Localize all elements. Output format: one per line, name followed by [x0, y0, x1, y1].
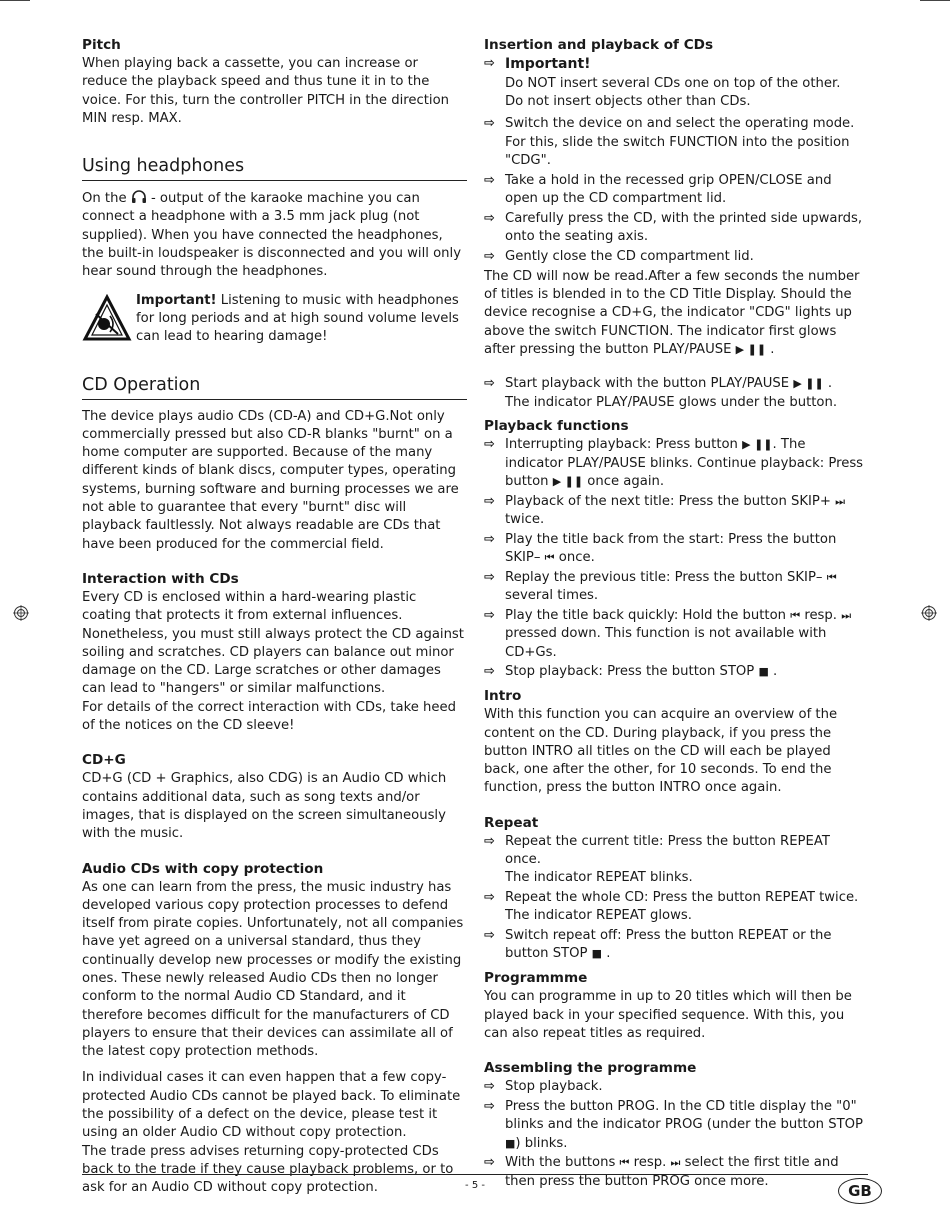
headphones-heading: Using headphones [82, 154, 467, 181]
stop-playback-a: Stop playback: Press the button STOP [505, 664, 755, 680]
list-item [484, 569, 864, 606]
interaction-text-2: For details of the correct interaction with CDs, take heed of the notices on the CD sleeve! [82, 699, 457, 734]
headphone-icon [131, 189, 147, 204]
repeat-current-a: Repeat the current title: Press the button REPEAT once. [505, 833, 830, 867]
repeat-current-text [505, 833, 864, 888]
start-playback-text: Start playback with the button PLAY/PAUSE ▶ ❚❚ . The indicator PLAY/PAUSE glows under the button. [505, 376, 838, 410]
playback-functions-heading: Playback functions [484, 418, 629, 435]
cd-operation-heading: CD Operation [82, 373, 467, 400]
arrow-icon: ⇨ [484, 569, 495, 585]
country-badge: GB [838, 1178, 882, 1204]
list-item [484, 889, 864, 926]
play-pause-icon: ▶ ❚❚ [742, 438, 773, 452]
arrow-icon: ⇨ [484, 1155, 495, 1171]
arrow-icon: ⇨ [484, 833, 495, 849]
repeat-heading: Repeat [484, 814, 539, 831]
arrow-icon: ⇨ [484, 56, 495, 71]
next-title-b: twice. [505, 512, 545, 528]
arrow-icon: ⇨ [484, 172, 495, 188]
start-playback-b: The indicator PLAY/PAUSE glows under the button. [505, 394, 838, 410]
stop-icon: ■ [505, 1136, 516, 1150]
step-text: Gently close the CD compartment lid. [505, 248, 754, 264]
skip-next-icon: ⏭ [841, 609, 852, 623]
assemble-step-3 [505, 1154, 864, 1191]
interrupt-c: once again. [587, 473, 665, 489]
quick-play-text [505, 607, 864, 662]
assemble-step-2b: ) blinks. [515, 1135, 568, 1151]
headphones-text-a: On the [82, 191, 127, 207]
arrow-icon: ⇨ [484, 1079, 495, 1095]
stop-icon: ■ [591, 947, 603, 961]
cdg-text: CD+G (CD + Graphics, also CDG) is an Audio CD which contains additional data, such as song texts and/or images, that is displayed on the screen simultaneously with the music. [82, 771, 447, 842]
from-start-text [505, 531, 864, 568]
repeat-off-a: Switch repeat off: Press the button REPEAT or the button STOP [505, 928, 832, 962]
arrow-icon: ⇨ [484, 116, 495, 132]
play-pause-icon: ▶ ❚❚ [735, 342, 767, 356]
arrow-icon: ⇨ [484, 608, 495, 624]
registration-mark-right-icon [921, 605, 937, 621]
step-text: Carefully press the CD, with the printed side upwards, onto the seating axis. [505, 210, 863, 245]
list-item [484, 172, 864, 209]
previous-title-b: several times. [505, 588, 599, 604]
list-item [484, 663, 864, 681]
interaction-text: Every CD is enclosed within a hard-wearing plastic coating that protects it from external influences. Nonetheless, you must still always protect the CD against soiling and scratches. CD players can balance out minor damage on the CD. Large scratches or other damages can lead to "hangers" or similar malfunctions. [82, 589, 464, 697]
cd-read-text: The CD will now be read.After a few seconds the number of titles is blended in to the CD Title Display. Should the device recognise a CD+G, the indicator "CDG" lights up above the switch FUNCTION. The indicator first glows after pressing the button PLAY/PAUSE ▶ ❚❚ . [484, 268, 860, 357]
skip-prev-icon: ⏮ [544, 551, 555, 565]
pitch-heading: Pitch [82, 37, 121, 53]
intro-heading: Intro [484, 688, 522, 705]
play-pause-icon: ▶ ❚❚ [552, 474, 584, 488]
left-column [82, 36, 467, 1198]
repeat-current-b: The indicator REPEAT blinks. [505, 870, 693, 886]
repeat-whole-b: The indicator REPEAT glows. [505, 908, 692, 924]
list-item [484, 115, 864, 170]
repeat-whole-a: Repeat the whole CD: Press the button REPEAT twice. [505, 890, 859, 906]
from-start-b: once. [558, 550, 595, 566]
play-pause-icon: ▶ ❚❚ [793, 377, 824, 391]
arrow-icon: ⇨ [484, 531, 495, 547]
start-playback-a: Start playback with the button PLAY/PAUSE [505, 376, 790, 392]
right-column [484, 36, 864, 1192]
stop-icon: ■ [758, 665, 769, 679]
next-title-text [505, 493, 864, 530]
arrow-icon: ⇨ [484, 1098, 495, 1114]
registration-mark-left-icon [13, 605, 29, 621]
list-item [484, 210, 864, 247]
arrow-icon: ⇨ [484, 376, 495, 392]
list-item [484, 436, 864, 491]
intro-text: With this function you can acquire an overview of the content on the CD. During playback, if you press the button INTRO all titles on the CD will each be played back, one after the other, for 10 seconds. To end the function, press the button INTRO once again. [484, 707, 838, 796]
quick-play-c: pressed down. This function is not available with CD+Gs. [505, 626, 827, 660]
important-label-right: Important! [505, 56, 591, 72]
skip-prev-icon: ⏮ [826, 570, 837, 584]
list-item [484, 375, 864, 412]
arrow-icon: ⇨ [484, 928, 495, 944]
important-label-left: Important! [136, 292, 217, 308]
skip-prev-icon: ⏮ [619, 1156, 630, 1170]
important-item [484, 55, 864, 73]
headphones-text [82, 189, 467, 281]
interrupt-text [505, 436, 864, 491]
important-line-1: Do NOT insert several CDs one on top of the other. [505, 75, 841, 91]
repeat-off-text: Switch repeat off: Press the button REPEAT or the button STOP ■ . [505, 928, 832, 962]
important-text-left: Listening to music with headphones for long periods and at high sound volume levels can lead to hearing damage! [136, 292, 459, 345]
list-item [484, 833, 864, 888]
arrow-icon: ⇨ [484, 248, 495, 264]
copy-protection-text-3: The trade press advises returning copy-protected CDs back to the trade if they cause playback problems, or to ask for an Audio CD without copy protection. [82, 1143, 454, 1196]
assemble-step-3c: select the first title and then press the button PROG once more. [505, 1155, 839, 1189]
programme-heading: Programmme [484, 970, 588, 987]
pitch-text: When playing back a cassette, you can increase or reduce the playback speed and thus tune it in to the voice. For this, turn the controller PITCH in the direction MIN resp. MAX. [82, 56, 450, 126]
list-item [484, 493, 864, 530]
assembling-heading: Assembling the programme [484, 1060, 697, 1077]
hearing-warning [82, 292, 467, 347]
copy-protection-text-2: In individual cases it can even happen that a few copy-protected Audio CDs cannot be played back. To eliminate the possibility of a defect on the device, please test it using an older Audio CD without copy protection. [82, 1070, 461, 1141]
crop-mark-left [0, 0, 30, 1]
assemble-step-3b: resp. [633, 1155, 667, 1171]
quick-play-b: resp. [804, 608, 837, 624]
copy-protection-text: As one can learn from the press, the music industry has developed various copy protection processes to defend itself from pirate copies. Unfortunately, not all companies have yet agreed on a universal standard, thus they continually develop new processes or modify the existing ones. These newly released Audio CDs then no longer conform to the normal Audio CD Standard, and it therefore becomes difficult for the manufacturers of CD players to ensure that their devices can assimilate all of the latest copy protection methods. [82, 879, 464, 1060]
hearing-warning-text [136, 292, 467, 347]
list-item [484, 531, 864, 568]
previous-title-text [505, 569, 864, 606]
list-item [484, 1154, 864, 1191]
arrow-icon: ⇨ [484, 437, 495, 453]
assemble-step-1: Stop playback. [505, 1079, 603, 1095]
programme-text: You can programme in up to 20 titles which will then be played back in your specified sequence. With this, you can also repeat titles as required. [484, 989, 852, 1041]
cd-read-text-body: The CD will now be read.After a few seconds the number of titles is blended in to the CD Title Display. Should the device recognise a CD+G, the indicator "CDG" lights up above the switch FUNCTION. The indicator first glows after pressing the button PLAY/PAUSE [484, 268, 860, 357]
list-item [484, 1098, 864, 1153]
arrow-icon: ⇨ [484, 664, 495, 680]
previous-title-a: Replay the previous title: Press the button SKIP– [505, 569, 823, 585]
cdg-heading: CD+G [82, 752, 126, 769]
stop-playback-text: Stop playback: Press the button STOP ■ . [505, 664, 778, 680]
arrow-icon: ⇨ [484, 210, 495, 226]
step-text: Take a hold in the recessed grip OPEN/CLOSE and open up the CD compartment lid. [505, 172, 832, 207]
insertion-heading: Insertion and playback of CDs [484, 37, 714, 53]
list-item [484, 607, 864, 662]
headphones-text-b: - output of the karaoke machine you can connect a headphone with a 3.5 mm jack plug (not supplied). When you have connected the headphones, the built-in loudspeaker is disconnected and you will only hear sound through the headphones. [82, 191, 461, 280]
important-line-2: Do not insert objects other than CDs. [505, 94, 751, 110]
footer-rule [82, 1174, 868, 1175]
assemble-step-2a: Press the button PROG. In the CD title display the "0" blinks and the indicator PROG (under the button STOP [505, 1098, 863, 1133]
list-item [484, 1078, 864, 1096]
assemble-step-2 [505, 1098, 864, 1153]
skip-next-icon: ⏭ [835, 494, 846, 508]
next-title-a: Playback of the next title: Press the button SKIP+ [505, 493, 831, 509]
skip-prev-icon: ⏮ [790, 609, 801, 623]
interrupt-a: Interrupting playback: Press button [505, 437, 738, 453]
arrow-icon: ⇨ [484, 890, 495, 906]
assemble-step-3a: With the buttons [505, 1155, 616, 1171]
quick-play-a: Play the title back quickly: Hold the button [505, 608, 786, 624]
list-item [484, 248, 864, 266]
step-text: Switch the device on and select the operating mode. For this, slide the switch FUNCTION into the position "CDG". [505, 116, 855, 168]
hearing-damage-warning-icon [82, 294, 132, 344]
cd-operation-text: The device plays audio CDs (CD-A) and CD+G.Not only commercially pressed but also CD-R blanks "burnt" on a home computer are supported. Because of the many different kinds of blank discs, computer types, operating systems, burning software and burning processes we are not able to guarantee that every "burnt" disc will playback faultlessly. Not always readable are CDs that have been produced for the commercial field. [82, 408, 459, 552]
crop-mark-right [920, 0, 950, 1]
page-number: - 5 - [465, 1180, 485, 1191]
interaction-heading: Interaction with CDs [82, 570, 239, 587]
from-start-a: Play the title back from the start: Press the button SKIP– [505, 531, 837, 566]
arrow-icon: ⇨ [484, 493, 495, 509]
repeat-whole-text [505, 889, 864, 926]
interrupt-b: . The indicator PLAY/PAUSE blinks. Continue playback: Press button [505, 437, 864, 489]
list-item [484, 927, 864, 964]
skip-next-icon: ⏭ [670, 1156, 681, 1170]
copy-protection-heading: Audio CDs with copy protection [82, 860, 324, 877]
